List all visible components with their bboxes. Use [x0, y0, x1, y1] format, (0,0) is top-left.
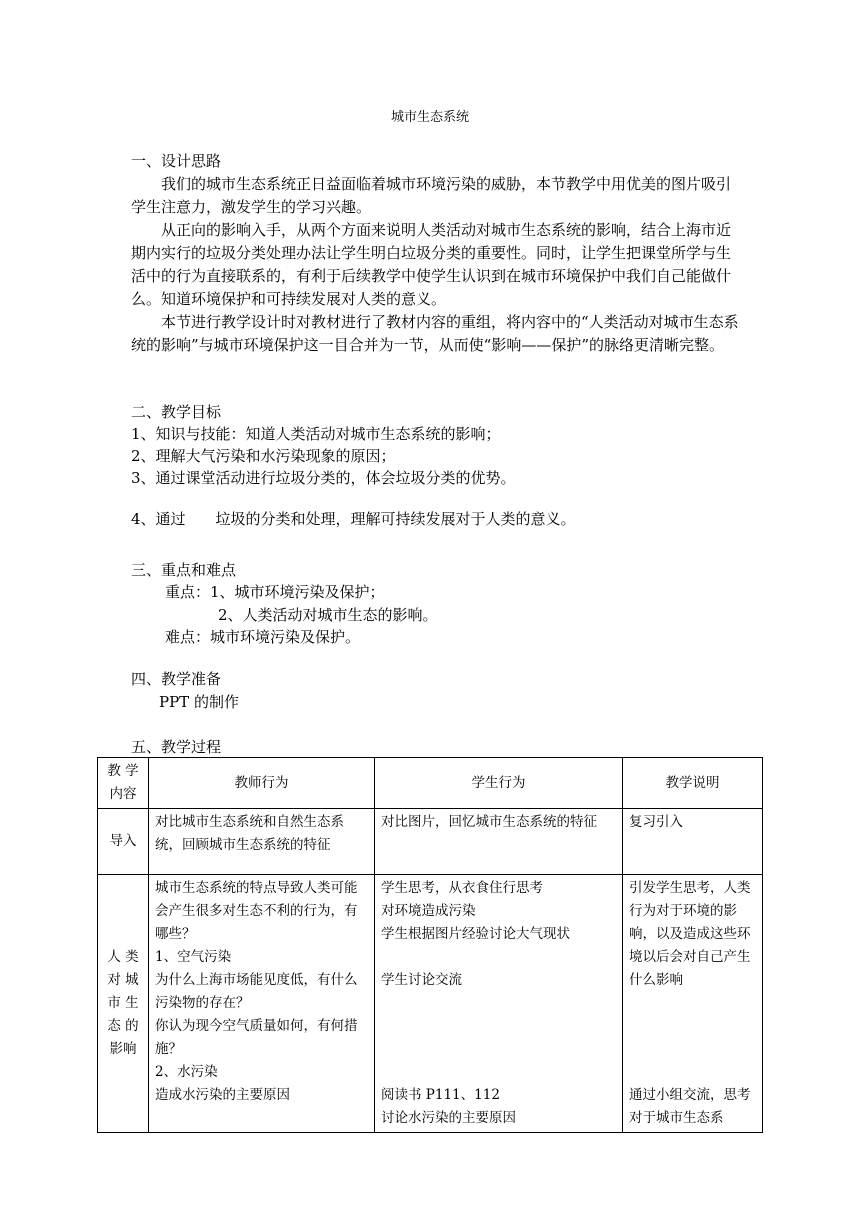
teacher-action [149, 809, 375, 875]
section-4-heading: 四、教学准备 [131, 670, 222, 688]
section-1-heading: 一、设计思路 [131, 152, 222, 170]
difficult-point: 难点：城市环境污染及保护。 [165, 628, 361, 646]
section-5-heading: 五、教学过程 [131, 738, 222, 756]
section-3-heading: 三、重点和难点 [131, 561, 237, 579]
student-action [375, 875, 623, 1133]
cell-text: 造成水污染的主要原因 [155, 1087, 290, 1103]
objective-item: 1、知识与技能：知道人类活动对城市生态系统的影响； [131, 425, 501, 443]
cell-text: 阅读书 P111、112 [381, 1087, 500, 1103]
row-label: 导入 [98, 809, 149, 875]
objective-item: 2、理解大气污染和水污染现象的原因； [131, 447, 396, 465]
section-1-paragraph-3: 本节进行教学设计时对教材进行了教材内容的重组，将内容中的“人类活动对城市生态系统的影响”与城市环境保护这一目合并为一节，从而使“影响——保护”的脉络更清晰完整。 [131, 313, 739, 354]
student-action [375, 809, 623, 875]
cell-text: 2、水污染 [155, 1064, 218, 1080]
cell-text: 复习引入 [629, 814, 683, 830]
cell-text: 对比城市生态系统和自然生态系统，回顾城市生态系统的特征 [155, 814, 344, 853]
cell-text: 为什么上海市场能见度低，有什么污染物的存在？ [155, 972, 358, 1011]
cell-text: 通过小组交流，思考对于城市生态系 [629, 1087, 751, 1126]
cell-text: 你认为现今空气质量如何，有何措施？ [155, 1018, 358, 1057]
cell-text: 引发学生思考，人类行为对于环境的影响，以及造成这些环境以后会对自己产生什么影响 [629, 880, 751, 988]
objective-item: 4、通过 垃圾的分类和处理，理解可持续发展对于人类的意义。 [131, 510, 576, 528]
cell-text: 对环境造成污染 [381, 903, 476, 919]
cell-text: 讨论水污染的主要原因 [381, 1110, 516, 1126]
table-header-row [98, 758, 763, 809]
teacher-action [149, 875, 375, 1133]
cell-text: 对比图片，回忆城市生态系统的特征 [381, 814, 597, 830]
preparation-item: PPT 的制作 [159, 693, 239, 711]
cell-text: 学生根据图片经验讨论大气现状 [381, 926, 570, 942]
header-note: 教学说明 [623, 758, 763, 809]
cell-text: 学生讨论交流 [381, 972, 462, 988]
row-label: 人 类 对 城 市 生 态 的 影响 [98, 875, 149, 1133]
cell-text: 学生思考，从衣食住行思考 [381, 880, 543, 896]
key-point-1: 重点：1、城市环境污染及保护； [165, 583, 385, 601]
key-point-2: 2、人类活动对城市生态的影响。 [218, 606, 438, 624]
section-2-heading: 二、教学目标 [131, 403, 222, 421]
section-1-paragraph-1: 我们的城市生态系统正日益面临着城市环境污染的威胁，本节教学中用优美的图片吸引学生注意力，激发学生的学习兴趣。 [131, 175, 732, 216]
table-row [98, 875, 763, 1133]
header-content: 教 学 内容 [98, 758, 149, 809]
document-title: 城市生态系统 [390, 110, 469, 125]
header-teacher: 教师行为 [149, 758, 375, 809]
teaching-process-table [97, 757, 763, 1133]
cell-text: 城市生态系统的特点导致人类可能会产生很多对生态不利的行为，有哪些？ [155, 880, 358, 942]
header-student: 学生行为 [375, 758, 623, 809]
teaching-note [623, 809, 763, 875]
section-1-paragraph-2: 从正向的影响入手，从两个方面来说明人类活动对城市生态系统的影响，结合上海市近期内实行的垃圾分类处理办法让学生明白垃圾分类的重要性。同时，让学生把课堂所学与生活中的行为直接联系的，有利于后续教学中使学生认识到在城市环境保护中我们自己能做什么。知道环境保护和可持续发展对人类的意义。 [131, 221, 732, 308]
objective-item: 3、通过课堂活动进行垃圾分类的，体会垃圾分类的优势。 [131, 469, 516, 487]
table-row [98, 809, 763, 875]
cell-text: 1、空气污染 [155, 949, 232, 965]
teaching-note [623, 875, 763, 1133]
